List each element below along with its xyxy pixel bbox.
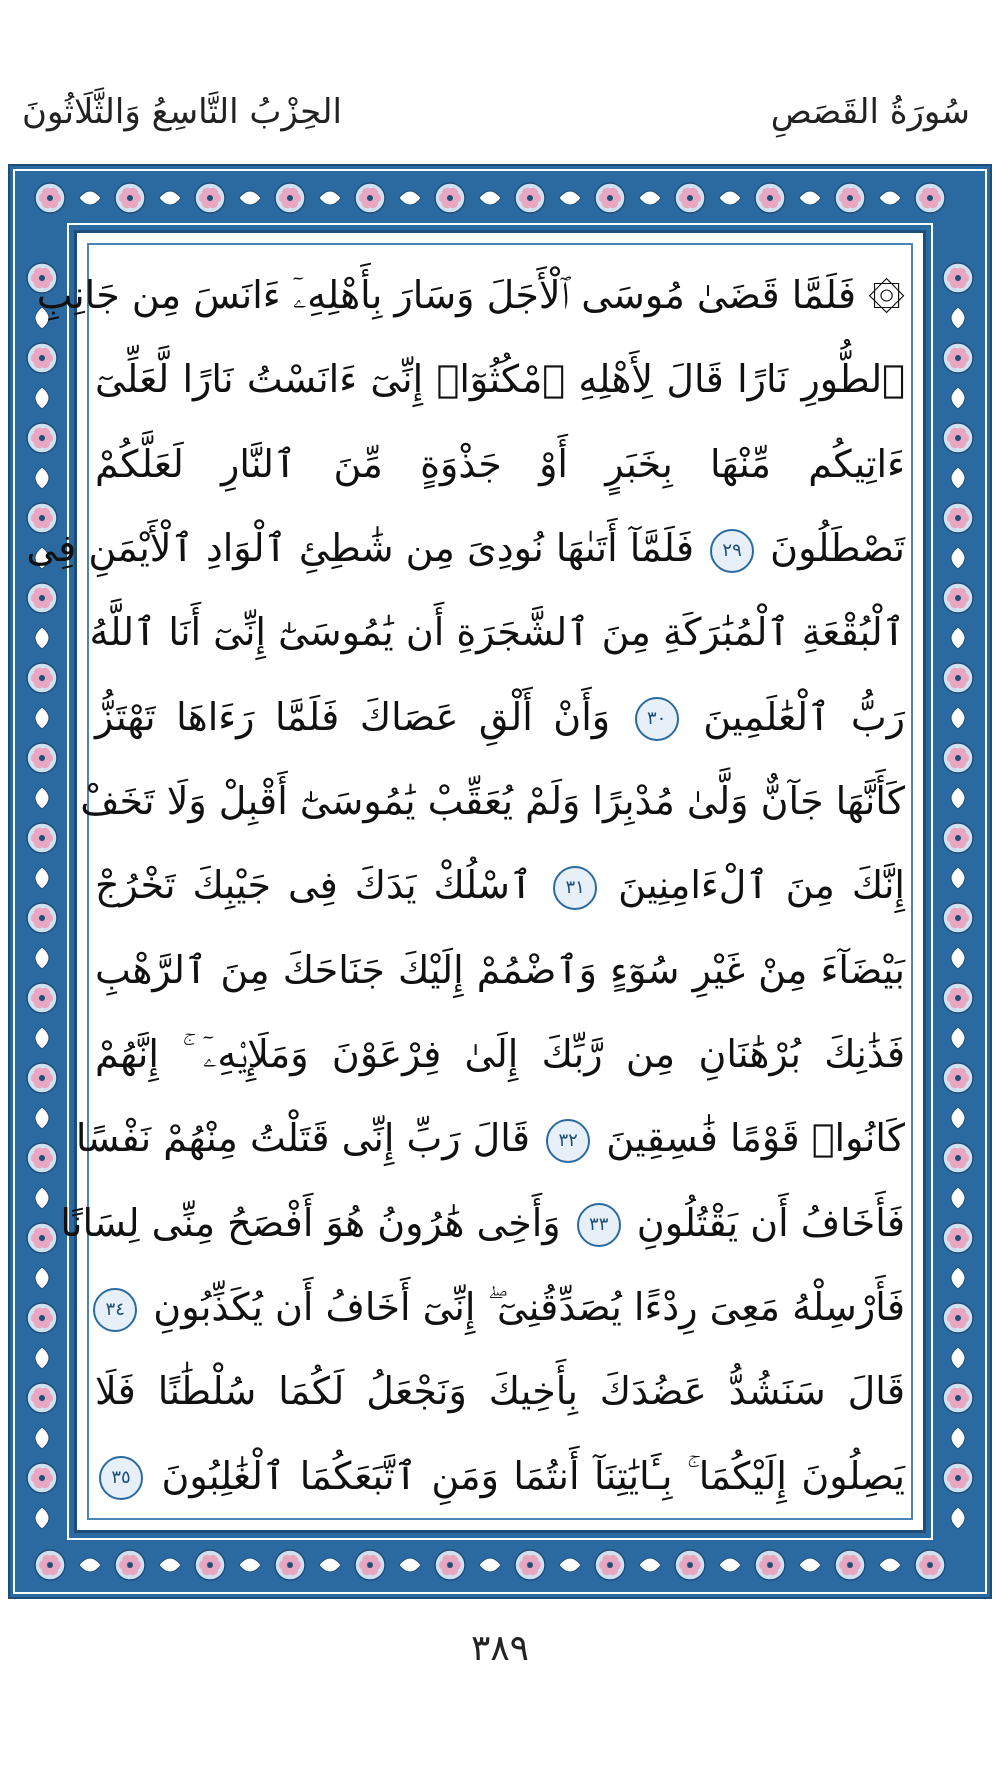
flower-icon bbox=[115, 1550, 145, 1580]
verse-text: فَأَخَافُ أَن يَقْتُلُونِ bbox=[624, 1200, 905, 1245]
flower-icon bbox=[35, 1550, 65, 1580]
flower-icon bbox=[595, 183, 625, 213]
verse-text: ۞ فَلَمَّا قَضَىٰ مُوسَى ٱلْأَجَلَ وَسَارَ بِأَهْلِهِۦٓ ءَانَسَ مِن جَانِبِ bbox=[36, 273, 905, 317]
ornamental-frame bbox=[8, 164, 992, 1599]
flower-icon bbox=[755, 183, 785, 213]
flower-icon bbox=[943, 743, 973, 773]
flower-icon bbox=[943, 1463, 973, 1493]
flower-icon bbox=[943, 1383, 973, 1413]
text-line bbox=[95, 930, 905, 1010]
flower-icon bbox=[27, 1303, 57, 1333]
surah-name: سُورَةُ القَصَصِ bbox=[770, 92, 970, 132]
flower-icon bbox=[943, 503, 973, 533]
verse-text: وَأَخِى هَٰرُونُ هُوَ أَفْصَحُ مِنِّى لِسَانًا bbox=[60, 1200, 573, 1245]
verse-text: ءَاتِيكُم مِّنْهَا بِخَبَرٍ أَوْ جَذْوَةٍ مِّنَ ٱلنَّارِ لَعَلَّكُمْ bbox=[95, 441, 905, 486]
flower-icon bbox=[675, 183, 705, 213]
verse-text: إِنَّكَ مِنَ ٱلْءَامِنِينَ bbox=[601, 863, 905, 908]
text-line bbox=[36, 255, 905, 335]
flower-icon bbox=[355, 1550, 385, 1580]
verse-text: وَأَنْ أَلْقِ عَصَاكَ فَلَمَّا رَءَاهَا تَهْتَزُّ bbox=[95, 694, 631, 739]
text-line bbox=[95, 1436, 905, 1516]
text-line bbox=[95, 1014, 905, 1094]
ayah-end-marker-icon: ٣٥ bbox=[99, 1456, 143, 1500]
flower-icon bbox=[275, 183, 305, 213]
flower-icon bbox=[755, 1550, 785, 1580]
flower-icon bbox=[435, 183, 465, 213]
hizb-name: الحِزْبُ التَّاسِعُ وَالثَّلَاثُونَ bbox=[22, 92, 342, 132]
flower-icon bbox=[195, 1550, 225, 1580]
ayah-end-marker-icon: ٣٢ bbox=[546, 1119, 590, 1163]
quran-text bbox=[26, 255, 905, 1516]
text-line bbox=[26, 508, 905, 588]
flower-icon bbox=[115, 183, 145, 213]
flower-icon bbox=[943, 423, 973, 453]
flower-icon bbox=[675, 1550, 705, 1580]
flower-icon bbox=[195, 183, 225, 213]
verse-text: فَأَرْسِلْهُ مَعِىَ رِدْءًا يُصَدِّقُنِىٓ ۖ إِنِّىٓ أَخَافُ أَن يُكَذِّبُونِ bbox=[141, 1285, 905, 1330]
flower-icon bbox=[915, 1550, 945, 1580]
text-line bbox=[95, 339, 905, 419]
flower-icon bbox=[943, 583, 973, 613]
verse-text: ٱلْبُقْعَةِ ٱلْمُبَٰرَكَةِ مِنَ ٱلشَّجَرَةِ أَن يَٰمُوسَىٰٓ إِنِّىٓ أَنَا ٱللَّهُ bbox=[89, 610, 905, 655]
flower-icon bbox=[355, 183, 385, 213]
ayah-end-marker-icon: ٣٠ bbox=[635, 697, 679, 741]
flower-icon bbox=[27, 423, 57, 453]
text-line bbox=[95, 1267, 905, 1347]
ayah-end-marker-icon: ٣٤ bbox=[93, 1288, 137, 1332]
ayah-end-marker-icon: ٣٣ bbox=[577, 1203, 621, 1247]
text-line bbox=[95, 1351, 905, 1431]
verse-text: ٱلطُّورِ نَارًا قَالَ لِأَهْلِهِ ٱمْكُثُوٓا۟ إِنِّىٓ ءَانَسْتُ نَارًا لَّعَلِّىٓ bbox=[95, 357, 905, 402]
flower-icon bbox=[27, 663, 57, 693]
flower-icon bbox=[27, 1383, 57, 1413]
flower-icon bbox=[943, 1143, 973, 1173]
flower-icon bbox=[943, 1223, 973, 1253]
ayah-end-marker-icon: ٣١ bbox=[553, 866, 597, 910]
verse-text: فَذَٰنِكَ بُرْهَٰنَانِ مِن رَّبِّكَ إِلَىٰ فِرْعَوْنَ وَمَلَإِي۟هِۦٓ ۚ إِنَّهُمْ bbox=[95, 1032, 905, 1077]
verse-text: قَالَ رَبِّ إِنِّى قَتَلْتُ مِنْهُمْ نَفْسًا bbox=[75, 1116, 543, 1161]
page-header bbox=[0, 92, 1000, 152]
text-panel bbox=[26, 230, 926, 1533]
flower-icon bbox=[27, 1223, 57, 1253]
flower-icon bbox=[27, 1463, 57, 1493]
verse-text: يَصِلُونَ إِلَيْكُمَا ۚ بِـَٔايَٰتِنَآ أَنتُمَا وَمَنِ ٱتَّبَعَكُمَا ٱلْغَٰلِبُونَ bbox=[147, 1453, 905, 1498]
flower-icon bbox=[943, 343, 973, 373]
flower-icon bbox=[27, 1143, 57, 1173]
verse-text: رَبُّ ٱلْعَٰلَمِينَ bbox=[682, 694, 905, 739]
flower-icon bbox=[835, 183, 865, 213]
flower-icon bbox=[943, 263, 973, 293]
text-line bbox=[95, 424, 905, 504]
flower-icon bbox=[943, 823, 973, 853]
flower-icon bbox=[915, 183, 945, 213]
text-line bbox=[95, 845, 905, 925]
flower-icon bbox=[515, 183, 545, 213]
verse-text: كَانُوا۟ قَوْمًا فَٰسِقِينَ bbox=[594, 1116, 905, 1161]
flower-icon bbox=[27, 1063, 57, 1093]
flower-icon bbox=[35, 183, 65, 213]
flower-icon bbox=[27, 983, 57, 1013]
flower-icon bbox=[943, 663, 973, 693]
verse-text: بَيْضَآءَ مِنْ غَيْرِ سُوٓءٍ وَٱضْمُمْ إِلَيْكَ جَنَاحَكَ مِنَ ٱلرَّهْبِ bbox=[95, 947, 905, 992]
flower-icon bbox=[835, 1550, 865, 1580]
flower-icon bbox=[275, 1550, 305, 1580]
flower-icon bbox=[943, 1303, 973, 1333]
ayah-end-marker-icon: ٢٩ bbox=[710, 529, 754, 573]
flower-icon bbox=[27, 343, 57, 373]
verse-text: تَصْطَلُونَ bbox=[758, 526, 905, 571]
verse-text: ٱسْلُكْ يَدَكَ فِى جَيْبِكَ تَخْرُجْ bbox=[95, 863, 550, 908]
flower-icon bbox=[27, 823, 57, 853]
flower-icon bbox=[27, 903, 57, 933]
flower-icon bbox=[943, 903, 973, 933]
verse-text: كَأَنَّهَا جَآنٌّ وَلَّىٰ مُدْبِرًا وَلَمْ يُعَقِّبْ يَٰمُوسَىٰٓ أَقْبِلْ وَلَا تَخَفْ bbox=[80, 779, 905, 824]
flower-icon bbox=[435, 1550, 465, 1580]
text-line bbox=[75, 1098, 905, 1178]
text-line bbox=[60, 1183, 905, 1263]
flower-icon bbox=[943, 983, 973, 1013]
flower-icon bbox=[27, 743, 57, 773]
verse-text: قَالَ سَنَشُدُّ عَضُدَكَ بِأَخِيكَ وَنَجْعَلُ لَكُمَا سُلْطَٰنًا فَلَا bbox=[95, 1369, 905, 1414]
text-line bbox=[80, 761, 905, 841]
text-line bbox=[95, 677, 905, 757]
flower-icon bbox=[595, 1550, 625, 1580]
verse-text: فَلَمَّآ أَتَىٰهَا نُودِىَ مِن شَٰطِئِ ٱلْوَادِ ٱلْأَيْمَنِ فِى bbox=[26, 526, 707, 571]
flower-icon bbox=[515, 1550, 545, 1580]
text-line bbox=[89, 592, 905, 672]
flower-icon bbox=[943, 1063, 973, 1093]
page-number: ٣٨٩ bbox=[470, 1628, 529, 1669]
